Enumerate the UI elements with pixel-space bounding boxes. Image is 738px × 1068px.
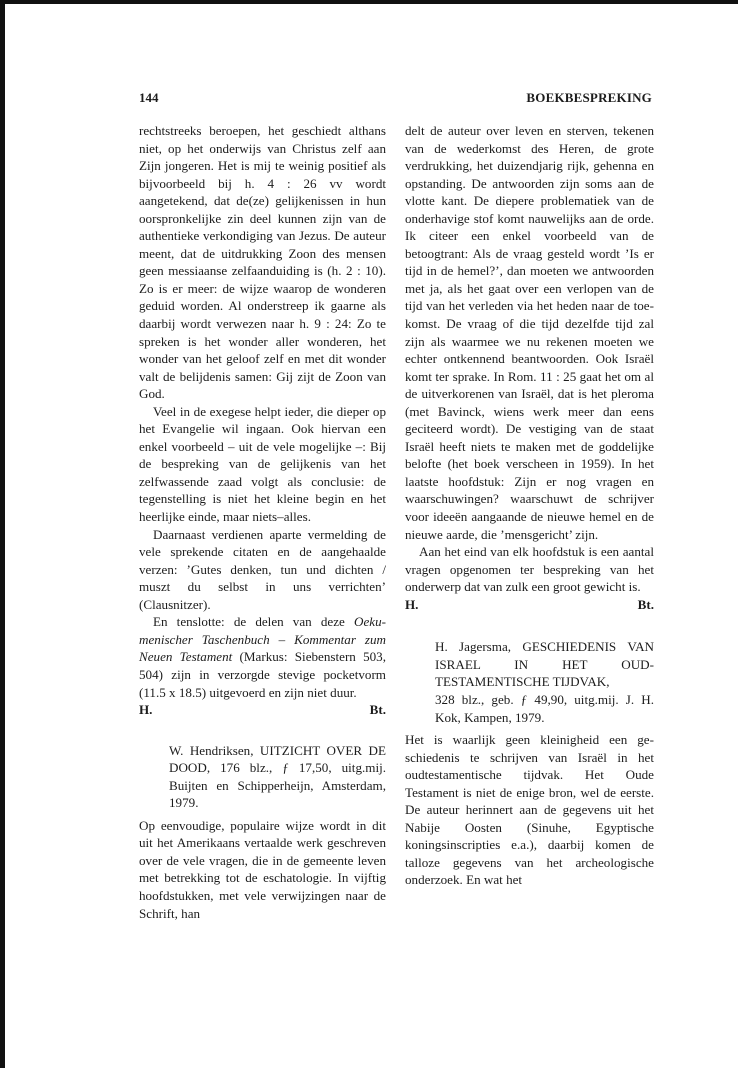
paragraph: Het is waarlijk geen kleinigheid een geschiedenis te schrijven van Israël in het oudtestamentische tijdvak. Het Oude Testament is niet de enige bron, wel de eerste. De auteur herinnert aan de gegevens uit het Nabije Oosten (Sinuhe, Egyptische koningsinscripties e.a.), daarbij komen de talloze gegevens van het archeologische onderzoek. En wat het (405, 732, 654, 888)
right-column (405, 122, 654, 889)
review-bibliographic-entry: H. Jagersma, GESCHIEDENIS VAN ISRAEL IN HET OUDTESTAMENTISCHE TIJDVAK, (435, 639, 654, 690)
signature-initial: H. (139, 702, 153, 718)
signature-reviewer: Bt. (369, 702, 386, 718)
review-signature (139, 701, 386, 719)
paragraph: Veel in de exegese helpt ieder, die dieper op het Evangelie wil ingaan. Ook hiervan een enkel voorbeeld – uit de vele mogelijke –: Bij de bespreking van de gelijkenis van het zelfwassende zaad volgt als conclusie: de tegenstelling is niet het kleine begin en het heerlijke einde, maar niets–alles. (139, 403, 386, 525)
paragraph-with-title (139, 613, 386, 701)
review-signature (405, 596, 654, 614)
review-heading (435, 638, 654, 726)
paragraph-text: (Markus: Siebenstern 503, 504) zijn in verzorgde stevige pocketvorm (11.5 x 18.5) uitgevoerd en zijn niet duur. (139, 649, 386, 700)
paragraph: rechtstreeks beroepen, het geschiedt althans niet, op het onderwijs van Christus zelf aan Zijn jongeren. Het is mij te weinig positief als bijvoorbeeld bij h. 4 : 26 vv wordt aangetekend, dat de(ze) gelijkenissen in hun oorspronkelijke zin deel kunnen zijn van de authentieke verkondiging van Jezus. De auteur meent, dat de uitdrukking Zoon des mensen geen messiaanse zelfaanduiding is (h. 2 : 10). Zo is er meer: de wijze waarop de wonderen geduid worden. Al onderstreep ik gaarne als daarbij wordt verwezen naar h. 9 : 24: Zo te spreken is het wonder aller wonderen, het wonder van het geloof zelf en met dit wonder valt de belijdenis samen: Gij zijt de Zoon van God. (139, 123, 386, 402)
signature-reviewer: Bt. (637, 596, 654, 612)
paragraph: Op eenvoudige, populaire wijze wordt in dit uit het Amerikaans vertaalde werk geschreven over de vele vragen, die in de gemeente leven met betrekking tot de eschatologie. In vijftig hoofdstukken, met vele verwijzingen naar de Schrift, han (139, 817, 386, 921)
review-heading (169, 742, 386, 812)
page-number: 144 (139, 90, 159, 105)
review-publication-details: 328 blz., geb. ƒ 49,90, uitg.mij. J. H. Kok, Kampen, 1979. (435, 691, 654, 725)
paragraph: delt de auteur over leven en sterven, tekenen van de wederkomst des Heren, de grote verdrukking, het duizendjarig rijk, gehenna en opstanding. De antwoorden zijn soms aan de vlotte kant. De diepere problematiek van de onderhavige stof komt nauwelijks aan de orde. Ik citeer een enkel voorbeeld van de betoogtrant: Als de vraag gesteld wordt ’Is er tijd in de hemel?’, dan moeten we antwoorden met ja, als het gaat over een verlopen van de tijd van het verleden via het heden naar de toekomst. De vraag of die tijd dezelfde tijd zal zijn als waarmee we nu rekenen moeten we echter ontkennend beantwoorden. Ook Israël komt ter sprake. In Rom. 11 : 25 gaat het om al de uitverkorenen van Israël, dat is het pleroma (met Bavinck, wiens werk meer dan eens geciteerd wordt). De vestiging van de staat Israël heeft niets te maken met de goddelijke belofte (het boek verscheen in 1959). In het laatste hoofdstuk: Zijn er nog vragen en waarschuwingen? waarschuwt de schrijver voor ideeën aangaande de nieuwe hemel en de nieuwe aarde, die ’mensgericht’ zijn. (405, 123, 654, 542)
running-head: BOEKBESPREKING (526, 90, 652, 105)
review-bibliographic-entry: W. Hendriksen, UITZICHT OVER DE DOOD, 176 blz., ƒ 17,50, uitg.mij. Buijten en Schipperheijn, Amsterdam, 1979. (169, 742, 386, 811)
signature-initial: H. (405, 596, 419, 612)
paragraph: Daarnaast verdienen aparte vermelding de vele sprekende citaten en de aangehaalde verzen: ’Gutes denken, tun und dichten / muszt du selbst in uns verrichten’ (Clausnitzer). (139, 526, 386, 612)
book-series-title: Oekumenischer Taschenbuch – Kommentar zum Neuen Testament (139, 614, 386, 665)
paragraph: Aan het eind van elk hoofdstuk is een aantal vragen opgenomen ter bespreking van het onderwerp dat van zulk een groot gewicht is. (405, 544, 654, 595)
paragraph-text: En tenslotte: de delen van deze (153, 614, 354, 630)
left-column (139, 122, 386, 922)
